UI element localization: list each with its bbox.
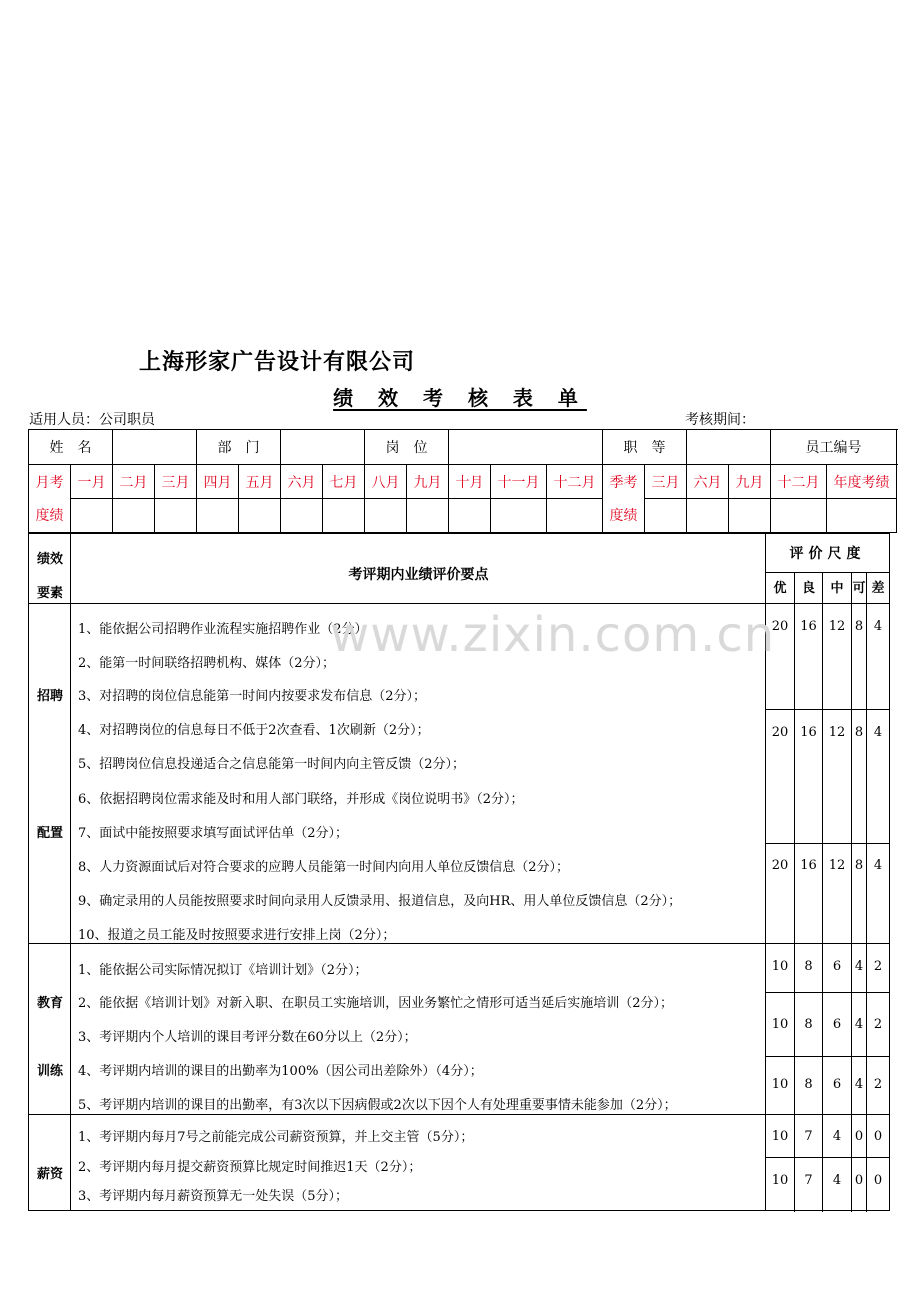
score-value-cell: 0 bbox=[852, 1158, 867, 1212]
month-header: 三月 bbox=[155, 465, 197, 499]
criterion-item: 3、考评期内每月薪资预算无一处失误（5分）； bbox=[78, 1189, 349, 1204]
month-header: 六月 bbox=[281, 465, 323, 499]
criterion-item: 5、招聘岗位信息投递适合之信息能第一时间内向主管反馈（2分）； bbox=[78, 757, 466, 772]
criterion-item: 4、考评期内培训的课目的出勤率为100%（因公司出差除外）（4分）； bbox=[78, 1064, 483, 1079]
quarterly-label-top: 季考 bbox=[603, 465, 645, 499]
element-label-top: 绩效 bbox=[36, 552, 63, 567]
month-score-cell[interactable] bbox=[323, 499, 365, 533]
watermark: www.zixin.com.cn bbox=[330, 607, 776, 663]
post-field[interactable] bbox=[449, 430, 603, 465]
category-label-top: 教育 bbox=[36, 996, 63, 1011]
score-value-cell: 8 bbox=[795, 944, 823, 992]
score-column bbox=[766, 944, 889, 1114]
criteria-list bbox=[71, 604, 766, 943]
score-value-cell: 8 bbox=[795, 993, 823, 1056]
month-header: 十月 bbox=[449, 465, 491, 499]
quarter-header: 九月 bbox=[729, 465, 771, 499]
evaluation-header bbox=[28, 533, 890, 604]
month-score-cell[interactable] bbox=[407, 499, 449, 533]
month-header: 十一月 bbox=[491, 465, 547, 499]
score-value-cell: 0 bbox=[873, 1173, 883, 1188]
category-cell bbox=[29, 604, 71, 943]
month-header: 二月 bbox=[113, 465, 155, 499]
score-column bbox=[766, 1115, 889, 1210]
section-training bbox=[28, 943, 890, 1115]
rank-field[interactable] bbox=[687, 430, 771, 465]
category-cell bbox=[29, 944, 71, 1114]
criterion-item: 7、面试中能按照要求填写面试评估单（2分）； bbox=[78, 826, 349, 841]
annual-label: 年度考绩 bbox=[827, 465, 897, 499]
month-score-cell[interactable] bbox=[449, 499, 491, 533]
criteria-list bbox=[71, 1115, 766, 1210]
department-field[interactable] bbox=[281, 430, 365, 465]
score-value-cell: 10 bbox=[766, 1115, 795, 1157]
score-value-cell: 6 bbox=[823, 1057, 852, 1116]
info-table bbox=[28, 429, 897, 533]
section-recruitment bbox=[28, 603, 890, 944]
score-value-cell: 0 bbox=[852, 1115, 867, 1157]
criterion-item: 3、考评期内个人培训的课目考评分数在60分以上（2分）； bbox=[78, 1030, 417, 1045]
score-value-cell: 8 bbox=[852, 604, 867, 709]
company-name: 上海形家广告设计有限公司 bbox=[139, 350, 416, 375]
score-row bbox=[766, 843, 889, 945]
score-value-cell: 10 bbox=[766, 1158, 795, 1212]
month-score-cell[interactable] bbox=[239, 499, 281, 533]
month-header: 四月 bbox=[197, 465, 239, 499]
score-value-cell: 6 bbox=[823, 944, 852, 992]
score-value-cell: 8 bbox=[852, 710, 867, 843]
score-row bbox=[766, 1056, 889, 1116]
score-row bbox=[766, 1157, 889, 1212]
employee-number-label: 员工编号 bbox=[771, 430, 897, 465]
score-row bbox=[766, 992, 889, 1056]
score-value-cell: 4 bbox=[873, 858, 883, 873]
criteria-list bbox=[71, 944, 766, 1114]
quarter-header: 六月 bbox=[687, 465, 729, 499]
score-value-cell: 12 bbox=[823, 844, 852, 945]
score-value-cell: 7 bbox=[795, 1158, 823, 1212]
quarter-score-cell[interactable] bbox=[771, 499, 827, 533]
month-score-cell[interactable] bbox=[281, 499, 323, 533]
applicable-staff: 适用人员：公司职员 bbox=[29, 412, 155, 428]
score-row bbox=[766, 604, 889, 709]
criterion-item: 10、报道之员工能及时按照要求进行安排上岗（2分）； bbox=[78, 928, 396, 943]
element-label-bottom: 要素 bbox=[36, 586, 63, 601]
post-label: 岗 位 bbox=[365, 430, 449, 465]
month-score-cell[interactable] bbox=[155, 499, 197, 533]
month-score-cell[interactable] bbox=[197, 499, 239, 533]
criterion-item: 9、确定录用的人员能按照要求时间向录用人反馈录用、报道信息，及向HR、用人单位反馈信息（2分）； bbox=[78, 894, 682, 909]
month-score-cell[interactable] bbox=[491, 499, 547, 533]
score-column bbox=[766, 604, 889, 943]
grade-average: 中 bbox=[823, 573, 852, 605]
criterion-item: 1、能依据公司招聘作业流程实施招聘作业（2分）； bbox=[78, 622, 375, 637]
score-value-cell: 20 bbox=[766, 604, 795, 709]
category-cell bbox=[29, 1115, 71, 1210]
rank-label: 职 等 bbox=[603, 430, 687, 465]
monthly-label-top: 月考 bbox=[29, 465, 71, 499]
score-value-cell: 4 bbox=[823, 1115, 852, 1157]
criterion-item: 1、能依据公司实际情况拟订《培训计划》（2分）； bbox=[78, 963, 368, 978]
grade-good: 良 bbox=[795, 573, 823, 605]
month-header: 一月 bbox=[71, 465, 113, 499]
month-header: 九月 bbox=[407, 465, 449, 499]
score-value-cell: 20 bbox=[766, 710, 795, 843]
name-label: 姓 名 bbox=[29, 430, 113, 465]
score-value-cell: 2 bbox=[873, 1017, 883, 1032]
score-value-cell: 12 bbox=[823, 710, 852, 843]
score-row bbox=[766, 709, 889, 843]
category-label: 薪资 bbox=[36, 1167, 63, 1182]
criterion-item: 6、依据招聘岗位需求能及时和用人部门联络，并形成《岗位说明书》（2分）； bbox=[78, 792, 524, 807]
criterion-item: 3、对招聘的岗位信息能第一时间内按要求发布信息（2分）； bbox=[78, 689, 427, 704]
month-score-cell[interactable] bbox=[71, 499, 113, 533]
quarter-score-cell[interactable] bbox=[729, 499, 771, 533]
score-row bbox=[766, 944, 889, 992]
grade-poor: 差 bbox=[871, 581, 885, 596]
score-value-cell: 10 bbox=[766, 944, 795, 992]
annual-score-cell[interactable] bbox=[827, 499, 897, 533]
assessment-period-label: 考核期间： bbox=[685, 412, 755, 428]
grade-excellent: 优 bbox=[766, 573, 795, 605]
quarterly-label-bottom: 度绩 bbox=[603, 499, 645, 533]
rating-scale-header: 评价尺度 bbox=[766, 534, 889, 573]
score-value-cell: 12 bbox=[823, 604, 852, 709]
element-header-cell bbox=[29, 534, 71, 603]
category-label-bottom: 训练 bbox=[36, 1064, 63, 1079]
score-value-cell: 7 bbox=[795, 1115, 823, 1157]
score-value-cell: 16 bbox=[795, 844, 823, 945]
score-value-cell: 4 bbox=[852, 1057, 867, 1116]
criterion-item: 2、能依据《培训计划》对新入职、在职员工实施培训，因业务繁忙之情形可适当延后实施培训（2分）； bbox=[78, 996, 674, 1011]
monthly-label-bottom: 度绩 bbox=[29, 499, 71, 533]
name-field[interactable] bbox=[113, 430, 197, 465]
department-label: 部 门 bbox=[197, 430, 281, 465]
grade-fair: 可 bbox=[852, 573, 867, 605]
criterion-item: 2、能第一时间联络招聘机构、媒体（2分）； bbox=[78, 656, 336, 671]
criterion-item: 8、人力资源面试后对符合要求的应聘人员能第一时间内向用人单位反馈信息（2分）； bbox=[78, 860, 570, 875]
month-header: 十二月 bbox=[547, 465, 603, 499]
score-value-cell: 4 bbox=[873, 725, 883, 740]
quarter-score-cell[interactable] bbox=[687, 499, 729, 533]
score-value-cell: 16 bbox=[795, 604, 823, 709]
month-header: 五月 bbox=[239, 465, 281, 499]
quarter-score-cell[interactable] bbox=[645, 499, 687, 533]
section-payroll bbox=[28, 1114, 890, 1211]
score-value-cell: 4 bbox=[852, 944, 867, 992]
quarter-header: 十二月 bbox=[771, 465, 827, 499]
category-label-bottom: 配置 bbox=[36, 826, 63, 841]
month-score-cell[interactable] bbox=[547, 499, 603, 533]
score-value-cell: 8 bbox=[852, 844, 867, 945]
score-value-cell: 2 bbox=[873, 1077, 883, 1092]
score-value-cell: 4 bbox=[852, 993, 867, 1056]
score-value-cell: 6 bbox=[823, 993, 852, 1056]
month-header: 八月 bbox=[365, 465, 407, 499]
score-value-cell: 8 bbox=[795, 1057, 823, 1116]
score-row bbox=[766, 1115, 889, 1157]
score-value-cell: 0 bbox=[873, 1129, 883, 1144]
month-score-cell[interactable] bbox=[365, 499, 407, 533]
score-value-cell: 16 bbox=[795, 710, 823, 843]
criterion-item: 4、对招聘岗位的信息每日不低于2次查看、1次刷新（2分）； bbox=[78, 723, 430, 738]
month-header: 七月 bbox=[323, 465, 365, 499]
score-value-cell: 20 bbox=[766, 844, 795, 945]
score-value-cell: 4 bbox=[823, 1158, 852, 1212]
criterion-item: 1、考评期内每月7号之前能完成公司薪资预算，并上交主管（5分）； bbox=[78, 1130, 474, 1145]
month-score-cell[interactable] bbox=[113, 499, 155, 533]
form-title: 绩 效 考 核 表 单 bbox=[333, 386, 587, 410]
quarter-header: 三月 bbox=[645, 465, 687, 499]
criterion-item: 2、考评期内每月提交薪资预算比规定时间推迟1天（2分）； bbox=[78, 1160, 422, 1175]
score-value-cell: 10 bbox=[766, 993, 795, 1056]
score-value-cell: 10 bbox=[766, 1057, 795, 1116]
category-label-top: 招聘 bbox=[36, 689, 63, 704]
key-points-header: 考评期内业绩评价要点 bbox=[348, 567, 489, 583]
criterion-item: 5、考评期内培训的课目的出勤率，有3次以下因病假或2次以下因个人有处理重要事情未能参加（2分）； bbox=[78, 1098, 677, 1113]
score-value-cell: 2 bbox=[873, 959, 883, 974]
score-value-cell: 4 bbox=[873, 619, 883, 634]
